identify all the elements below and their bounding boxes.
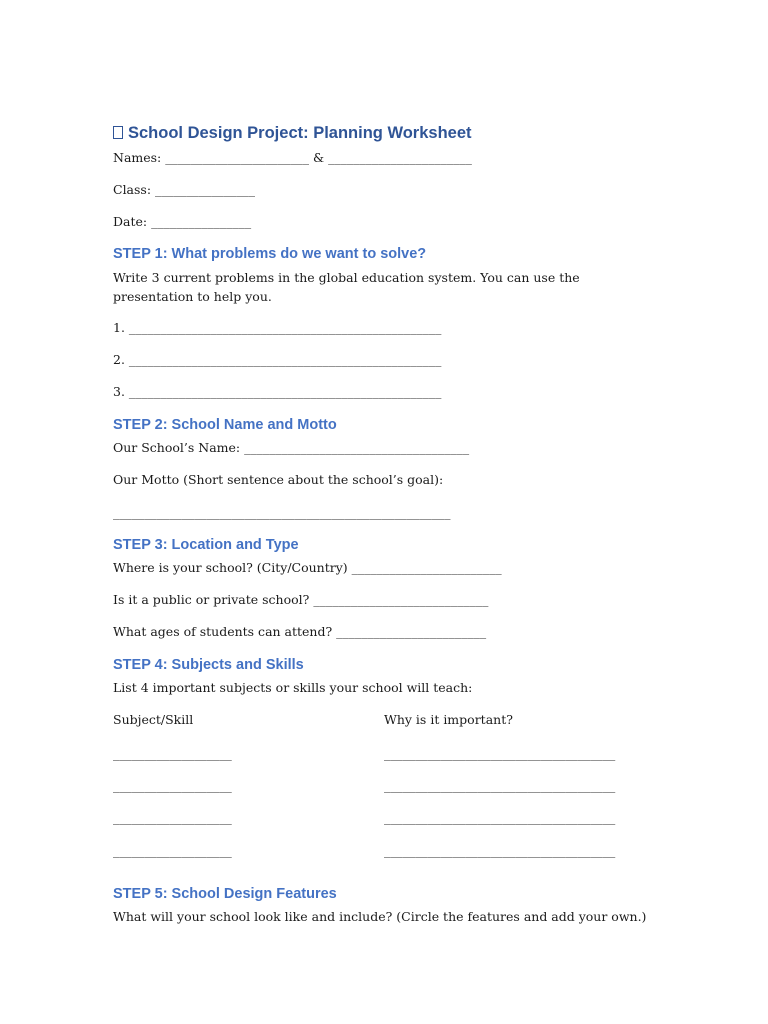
names-line: Names: _______________________ & _______________________ (113, 150, 472, 165)
step1-item: 3. __________________________________________________ (113, 384, 442, 399)
step1-item: 2. __________________________________________________ (113, 352, 442, 367)
step3-heading: STEP 3: Location and Type (113, 537, 299, 553)
school-name-line: Our School’s Name: ____________________________________ (113, 440, 470, 455)
missing-glyph-icon (113, 126, 123, 139)
subject-blank: ___________________ (113, 810, 232, 825)
motto-prompt: Our Motto (Short sentence about the school’s goal): (113, 472, 444, 487)
location-line: Where is your school? (City/Country) ________________________ (113, 560, 502, 575)
subject-blank: ___________________ (113, 746, 232, 761)
step1-heading: STEP 1: What problems do we want to solve? (113, 246, 427, 262)
why-column-header: Why is it important? (384, 712, 513, 727)
why-blank: _____________________________________ (384, 843, 616, 858)
why-blank: _____________________________________ (384, 778, 616, 793)
step5-heading: STEP 5: School Design Features (113, 886, 337, 902)
step1-instructions: Write 3 current problems in the global education system. You can use the presentation to help you. (113, 270, 580, 304)
worksheet-title (113, 124, 472, 143)
step2-heading: STEP 2: School Name and Motto (113, 417, 337, 433)
subject-blank: ___________________ (113, 843, 232, 858)
subject-column-header: Subject/Skill (113, 712, 194, 727)
step5-instructions: What will your school look like and include? (Circle the features and add your own.) (113, 909, 647, 924)
step4-heading: STEP 4: Subjects and Skills (113, 657, 304, 673)
step1-item: 1. __________________________________________________ (113, 320, 442, 335)
title-text: School Design Project: Planning Worksheet (128, 124, 472, 142)
why-blank: _____________________________________ (384, 746, 616, 761)
school-type-line: Is it a public or private school? ____________________________ (113, 592, 489, 607)
ages-line: What ages of students can attend? ________________________ (113, 624, 487, 639)
why-blank: _____________________________________ (384, 810, 616, 825)
date-line: Date: ________________ (113, 214, 252, 229)
motto-line: ______________________________________________________ (113, 505, 451, 520)
subject-blank: ___________________ (113, 778, 232, 793)
class-line: Class: ________________ (113, 182, 256, 197)
step4-instructions: List 4 important subjects or skills your school will teach: (113, 680, 473, 695)
